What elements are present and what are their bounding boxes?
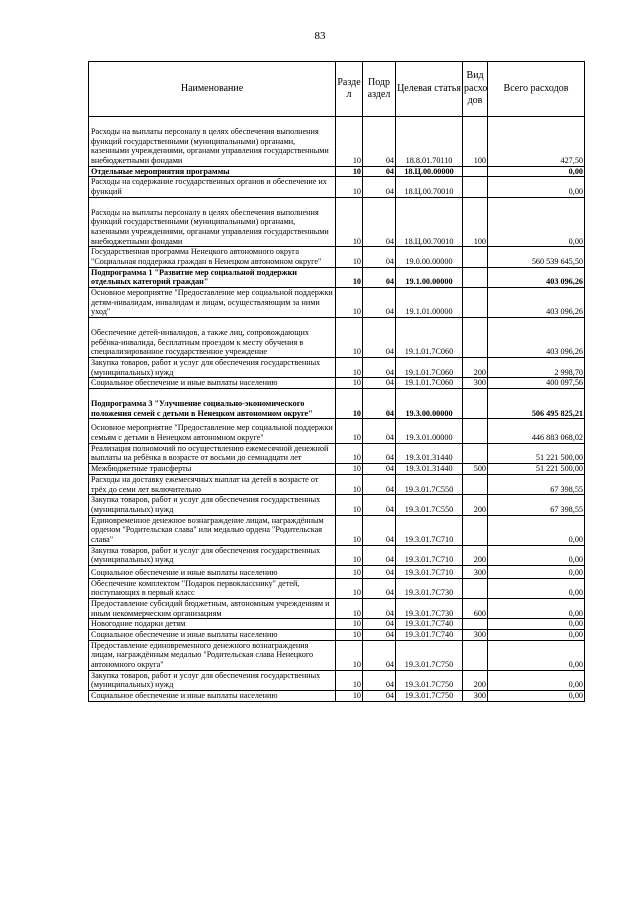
row-razdel: 10 — [336, 474, 363, 494]
row-razdel: 10 — [336, 515, 363, 545]
row-vid: 300 — [463, 690, 488, 701]
row-name: Обеспечение комплектом "Подарок первокласснику" детей, поступающих в первый класс — [89, 578, 336, 598]
row-name: Отдельные мероприятия программы — [89, 166, 336, 177]
row-vid — [463, 288, 488, 318]
row-name: Расходы на доставку ежемесячных выплат на детей в возрасте от трёх до семи лет включительно — [89, 474, 336, 494]
row-podrazdel: 04 — [363, 267, 396, 287]
row-vid: 300 — [463, 629, 488, 640]
row-total: 0,00 — [488, 629, 585, 640]
row-razdel: 10 — [336, 565, 363, 578]
row-total: 0,00 — [488, 515, 585, 545]
row-name: Подпрограмма 3 "Улучшение социально-экономического положения семей с детьми в Ненецком автономном округе" — [89, 389, 336, 419]
row-vid — [463, 267, 488, 287]
row-razdel: 10 — [336, 117, 363, 167]
row-podrazdel: 04 — [363, 578, 396, 598]
row-stat: 19.3.01.7С730 — [396, 578, 463, 598]
table-row — [89, 619, 585, 630]
row-total: 51 221 500,00 — [488, 464, 585, 475]
row-podrazdel: 04 — [363, 443, 396, 463]
table-row — [89, 318, 585, 358]
row-stat: 19.3.01.7С730 — [396, 598, 463, 618]
row-stat: 18.Ц.00.00000 — [396, 166, 463, 177]
row-vid — [463, 389, 488, 419]
header-razdel: Разде л — [336, 62, 363, 117]
table-row — [89, 267, 585, 287]
row-name: Предоставление субсидий бюджетным, автономным учреждениям и иным некоммерческим организациям — [89, 598, 336, 618]
row-vid — [463, 640, 488, 670]
row-podrazdel: 04 — [363, 197, 396, 247]
row-razdel: 10 — [336, 166, 363, 177]
row-name: Расходы на выплаты персоналу в целях обеспечения выполнения функций государственными (муниципальными) органами, казенными учреждениями, органами управления государственными внебюджетными фондами — [89, 197, 336, 247]
row-name: Социальное обеспечение и иные выплаты населению — [89, 629, 336, 640]
row-name: Социальное обеспечение и иные выплаты населению — [89, 378, 336, 389]
row-podrazdel: 04 — [363, 318, 396, 358]
table-row — [89, 177, 585, 197]
row-name: Социальное обеспечение и иные выплаты населению — [89, 565, 336, 578]
row-stat: 18.Ц.00.70010 — [396, 197, 463, 247]
header-stat: Целевая статья — [396, 62, 463, 117]
row-total: 0,00 — [488, 670, 585, 690]
row-stat: 19.1.00.00000 — [396, 267, 463, 287]
row-total: 0,00 — [488, 598, 585, 618]
row-stat: 19.1.01.7С060 — [396, 318, 463, 358]
row-razdel: 10 — [336, 670, 363, 690]
table-row — [89, 515, 585, 545]
row-razdel: 10 — [336, 419, 363, 443]
row-name: Государственная программа Ненецкого автономного округа "Социальная поддержка граждан в Ненецком автономном округе" — [89, 247, 336, 267]
row-podrazdel: 04 — [363, 117, 396, 167]
header-total: Всего расходов — [488, 62, 585, 117]
row-stat: 19.3.01.7С750 — [396, 670, 463, 690]
table-row — [89, 378, 585, 389]
row-razdel: 10 — [336, 267, 363, 287]
table-row — [89, 690, 585, 701]
header-name: Наименование — [89, 62, 336, 117]
row-vid: 200 — [463, 545, 488, 565]
row-name: Основное мероприятие "Предоставление мер социальной поддержки семьям с детьми в Ненецком автономном округе" — [89, 419, 336, 443]
row-podrazdel: 04 — [363, 389, 396, 419]
row-razdel: 10 — [336, 619, 363, 630]
row-podrazdel: 04 — [363, 177, 396, 197]
row-vid — [463, 619, 488, 630]
row-stat: 19.3.01.7С740 — [396, 619, 463, 630]
table-row — [89, 197, 585, 247]
header-podrazdel: Подр аздел — [363, 62, 396, 117]
row-vid: 200 — [463, 358, 488, 378]
row-podrazdel: 04 — [363, 288, 396, 318]
row-razdel: 10 — [336, 443, 363, 463]
row-podrazdel: 04 — [363, 690, 396, 701]
row-razdel: 10 — [336, 177, 363, 197]
row-vid: 300 — [463, 378, 488, 389]
row-name: Закупка товаров, работ и услуг для обеспечения государственных (муниципальных) нужд — [89, 495, 336, 515]
row-vid — [463, 247, 488, 267]
row-podrazdel: 04 — [363, 474, 396, 494]
row-podrazdel: 04 — [363, 619, 396, 630]
row-total: 0,00 — [488, 578, 585, 598]
row-stat: 19.3.01.31440 — [396, 464, 463, 475]
row-total: 560 539 645,50 — [488, 247, 585, 267]
row-name: Закупка товаров, работ и услуг для обеспечения государственных (муниципальных) нужд — [89, 670, 336, 690]
row-stat: 19.3.01.31440 — [396, 443, 463, 463]
row-total: 0,00 — [488, 619, 585, 630]
row-total: 400 097,56 — [488, 378, 585, 389]
row-name: Закупка товаров, работ и услуг для обеспечения государственных (муниципальных) нужд — [89, 545, 336, 565]
row-total: 0,00 — [488, 166, 585, 177]
row-razdel: 10 — [336, 247, 363, 267]
table-row — [89, 640, 585, 670]
row-podrazdel: 04 — [363, 358, 396, 378]
row-stat: 18.Ц.00.70010 — [396, 177, 463, 197]
table-body — [89, 117, 585, 702]
page-number: 83 — [314, 30, 326, 42]
row-vid: 300 — [463, 565, 488, 578]
row-podrazdel: 04 — [363, 378, 396, 389]
row-total: 0,00 — [488, 545, 585, 565]
table-row — [89, 288, 585, 318]
row-vid — [463, 443, 488, 463]
row-total: 67 398,55 — [488, 495, 585, 515]
row-vid — [463, 166, 488, 177]
expenses-table — [88, 61, 585, 702]
row-stat: 19.3.01.00000 — [396, 419, 463, 443]
row-podrazdel: 04 — [363, 166, 396, 177]
row-stat: 19.3.01.7С740 — [396, 629, 463, 640]
table-row — [89, 419, 585, 443]
row-total: 446 883 068,02 — [488, 419, 585, 443]
row-stat: 19.3.01.7С710 — [396, 565, 463, 578]
table-row — [89, 464, 585, 475]
row-podrazdel: 04 — [363, 565, 396, 578]
row-stat: 19.0.00.00000 — [396, 247, 463, 267]
row-stat: 19.3.01.7С750 — [396, 690, 463, 701]
table-row — [89, 166, 585, 177]
row-total: 51 221 500,00 — [488, 443, 585, 463]
row-total: 0,00 — [488, 197, 585, 247]
row-total: 67 398,55 — [488, 474, 585, 494]
row-vid: 600 — [463, 598, 488, 618]
row-stat: 19.3.01.7С550 — [396, 495, 463, 515]
row-name: Реализация полномочий по осуществлению ежемесячной денежной выплаты на ребёнка в возрасте от восьми до семнадцати лет — [89, 443, 336, 463]
row-vid: 500 — [463, 464, 488, 475]
row-total: 2 998,70 — [488, 358, 585, 378]
row-vid — [463, 318, 488, 358]
row-total: 0,00 — [488, 640, 585, 670]
row-name: Расходы на содержание государственных органов и обеспечение их функций — [89, 177, 336, 197]
row-stat: 19.3.01.7С750 — [396, 640, 463, 670]
table-row — [89, 578, 585, 598]
row-vid — [463, 474, 488, 494]
row-name: Единовременное денежное вознаграждение лицам, награждённым орденом "Родительская слава" или медалью ордена "Родительская слава" — [89, 515, 336, 545]
row-podrazdel: 04 — [363, 515, 396, 545]
table-row — [89, 629, 585, 640]
row-vid — [463, 578, 488, 598]
row-name: Межбюджетные трансферты — [89, 464, 336, 475]
row-stat: 18.8.01.70110 — [396, 117, 463, 167]
table-row — [89, 474, 585, 494]
header-vid: Вид расхо дов — [463, 62, 488, 117]
row-stat: 19.1.01.7С060 — [396, 378, 463, 389]
table-row — [89, 247, 585, 267]
row-stat: 19.3.00.00000 — [396, 389, 463, 419]
row-stat: 19.3.01.7С710 — [396, 545, 463, 565]
row-razdel: 10 — [336, 197, 363, 247]
table-row — [89, 495, 585, 515]
row-podrazdel: 04 — [363, 640, 396, 670]
row-name: Обеспечение детей-инвалидов, а также лиц, сопровождающих ребёнка-инвалида, бесплатным проездом к месту обучения в специализированное государственное учреждение — [89, 318, 336, 358]
table-row — [89, 545, 585, 565]
row-vid: 200 — [463, 670, 488, 690]
table-row — [89, 565, 585, 578]
table-header-row — [89, 62, 585, 117]
row-razdel: 10 — [336, 495, 363, 515]
table-row — [89, 117, 585, 167]
row-total: 0,00 — [488, 565, 585, 578]
row-total: 403 096,26 — [488, 267, 585, 287]
row-podrazdel: 04 — [363, 670, 396, 690]
row-total: 403 096,26 — [488, 318, 585, 358]
row-razdel: 10 — [336, 545, 363, 565]
row-name: Новогодние подарки детям — [89, 619, 336, 630]
table-row — [89, 443, 585, 463]
table-row — [89, 389, 585, 419]
row-razdel: 10 — [336, 288, 363, 318]
row-podrazdel: 04 — [363, 247, 396, 267]
row-razdel: 10 — [336, 389, 363, 419]
row-vid: 200 — [463, 495, 488, 515]
row-razdel: 10 — [336, 629, 363, 640]
row-razdel: 10 — [336, 358, 363, 378]
row-podrazdel: 04 — [363, 629, 396, 640]
row-razdel: 10 — [336, 378, 363, 389]
row-razdel: 10 — [336, 318, 363, 358]
row-stat: 19.3.01.7С710 — [396, 515, 463, 545]
table-row — [89, 358, 585, 378]
row-total: 506 495 825,21 — [488, 389, 585, 419]
row-podrazdel: 04 — [363, 464, 396, 475]
table-row — [89, 598, 585, 618]
table-row — [89, 670, 585, 690]
row-total: 403 096,26 — [488, 288, 585, 318]
row-name: Предоставление единовременного денежного вознаграждения лицам, награждённым медалью "Родительская слава Ненецкого автономного округа" — [89, 640, 336, 670]
row-total: 0,00 — [488, 690, 585, 701]
row-razdel: 10 — [336, 598, 363, 618]
row-vid — [463, 177, 488, 197]
row-total: 427,50 — [488, 117, 585, 167]
row-name: Подпрограмма 1 "Развитие мер социальной поддержки отдельных категорий граждан" — [89, 267, 336, 287]
row-vid: 100 — [463, 197, 488, 247]
row-stat: 19.1.01.7С060 — [396, 358, 463, 378]
row-name: Закупка товаров, работ и услуг для обеспечения государственных (муниципальных) нужд — [89, 358, 336, 378]
row-razdel: 10 — [336, 690, 363, 701]
row-vid — [463, 419, 488, 443]
row-stat: 19.3.01.7С550 — [396, 474, 463, 494]
row-vid — [463, 515, 488, 545]
row-name: Расходы на выплаты персоналу в целях обеспечения выполнения функций государственными (муниципальными) органами, казенными учреждениями, органами управления государственными внебюджетными фондами — [89, 117, 336, 167]
row-name: Социальное обеспечение и иные выплаты населению — [89, 690, 336, 701]
row-podrazdel: 04 — [363, 545, 396, 565]
row-podrazdel: 04 — [363, 495, 396, 515]
row-vid: 100 — [463, 117, 488, 167]
row-podrazdel: 04 — [363, 598, 396, 618]
row-razdel: 10 — [336, 464, 363, 475]
row-total: 0,00 — [488, 177, 585, 197]
row-podrazdel: 04 — [363, 419, 396, 443]
row-stat: 19.1.01.00000 — [396, 288, 463, 318]
row-name: Основное мероприятие "Предоставление мер социальной поддержки детям-инвалидам, инвалидам и лицам, осуществляющим за ними уход" — [89, 288, 336, 318]
row-razdel: 10 — [336, 578, 363, 598]
row-razdel: 10 — [336, 640, 363, 670]
